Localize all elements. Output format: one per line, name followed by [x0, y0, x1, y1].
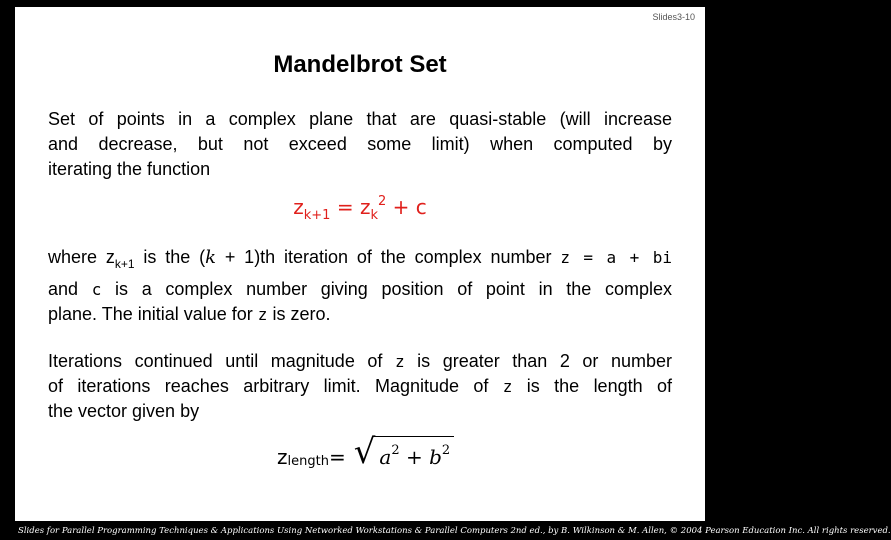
c-symbol: c [91, 280, 102, 299]
superscript: 2 [441, 443, 451, 458]
text-run: of iterations reaches arbitrary limit. Magnitude of [48, 376, 503, 396]
footer-credit: Slides for Parallel Programming Techniques & Applications Using Networked Workstations & Parallel Computers 2nd ed., by B. Wilkinson & M. Allen, © 2004 Pearson Education Inc. All rights reserved. [18, 526, 891, 536]
text-run: plane. The initial value for [48, 304, 258, 324]
z-symbol: z [394, 352, 405, 371]
paragraph-line [48, 374, 672, 399]
eq-plus-c: + c [386, 195, 427, 219]
paragraph-line: iterating the function [48, 159, 211, 179]
eq-superscript: 2 [377, 194, 387, 209]
square-root [353, 432, 454, 472]
text-run: is the length of [512, 376, 672, 396]
complex-number: z = a + bi [560, 248, 672, 267]
z-symbol: z [257, 305, 268, 324]
text-run: and [48, 279, 92, 299]
slide-title: Mandelbrot Set [273, 51, 447, 78]
b-symbol: b [429, 445, 442, 469]
magnitude-equation [277, 432, 454, 472]
paragraph-where [48, 245, 672, 327]
eq-z: z [293, 195, 304, 219]
text-run: where [48, 247, 106, 267]
paragraph-line [48, 277, 672, 302]
a-symbol: a [379, 445, 392, 469]
paragraph-iterations [48, 349, 672, 424]
iteration-equation [15, 194, 705, 223]
paragraph-line [48, 302, 672, 327]
paragraph-line: Set of points in a complex plane that are quasi-stable (will increase [48, 109, 672, 129]
paragraph-line: and decrease, but not exceed some limit) when computed by [48, 134, 672, 154]
subscript: k+1 [114, 257, 135, 271]
eq-equals: = [328, 445, 346, 469]
eq-subscript: k [370, 208, 378, 223]
z-symbol: z [502, 377, 513, 396]
eq-z: z [277, 445, 288, 469]
text-run: + 1)th iteration of the complex number [216, 247, 561, 267]
radicand [375, 436, 454, 469]
z-symbol: z [105, 247, 115, 267]
superscript: 2 [391, 443, 400, 458]
text-run: is zero. [267, 304, 331, 324]
slide-number: Slides3-10 [652, 12, 695, 22]
text-run: is the ( [134, 247, 206, 267]
eq-subscript: length [287, 454, 329, 469]
text-run: is a complex number giving position of point in the complex [101, 279, 672, 299]
eq-equals-z: = z [330, 195, 371, 219]
plus-sign: + [399, 445, 430, 469]
k-symbol: k [205, 247, 216, 268]
paragraph-line [48, 245, 672, 277]
slide [15, 7, 705, 521]
paragraph-line: the vector given by [48, 401, 200, 421]
paragraph-line [48, 349, 672, 374]
eq-subscript: k+1 [303, 208, 331, 223]
text-run: Iterations continued until magnitude of [48, 351, 395, 371]
text-run: is greater than 2 or number [404, 351, 673, 371]
paragraph-definition [48, 107, 672, 182]
radical-sign-icon: √ [353, 432, 376, 472]
